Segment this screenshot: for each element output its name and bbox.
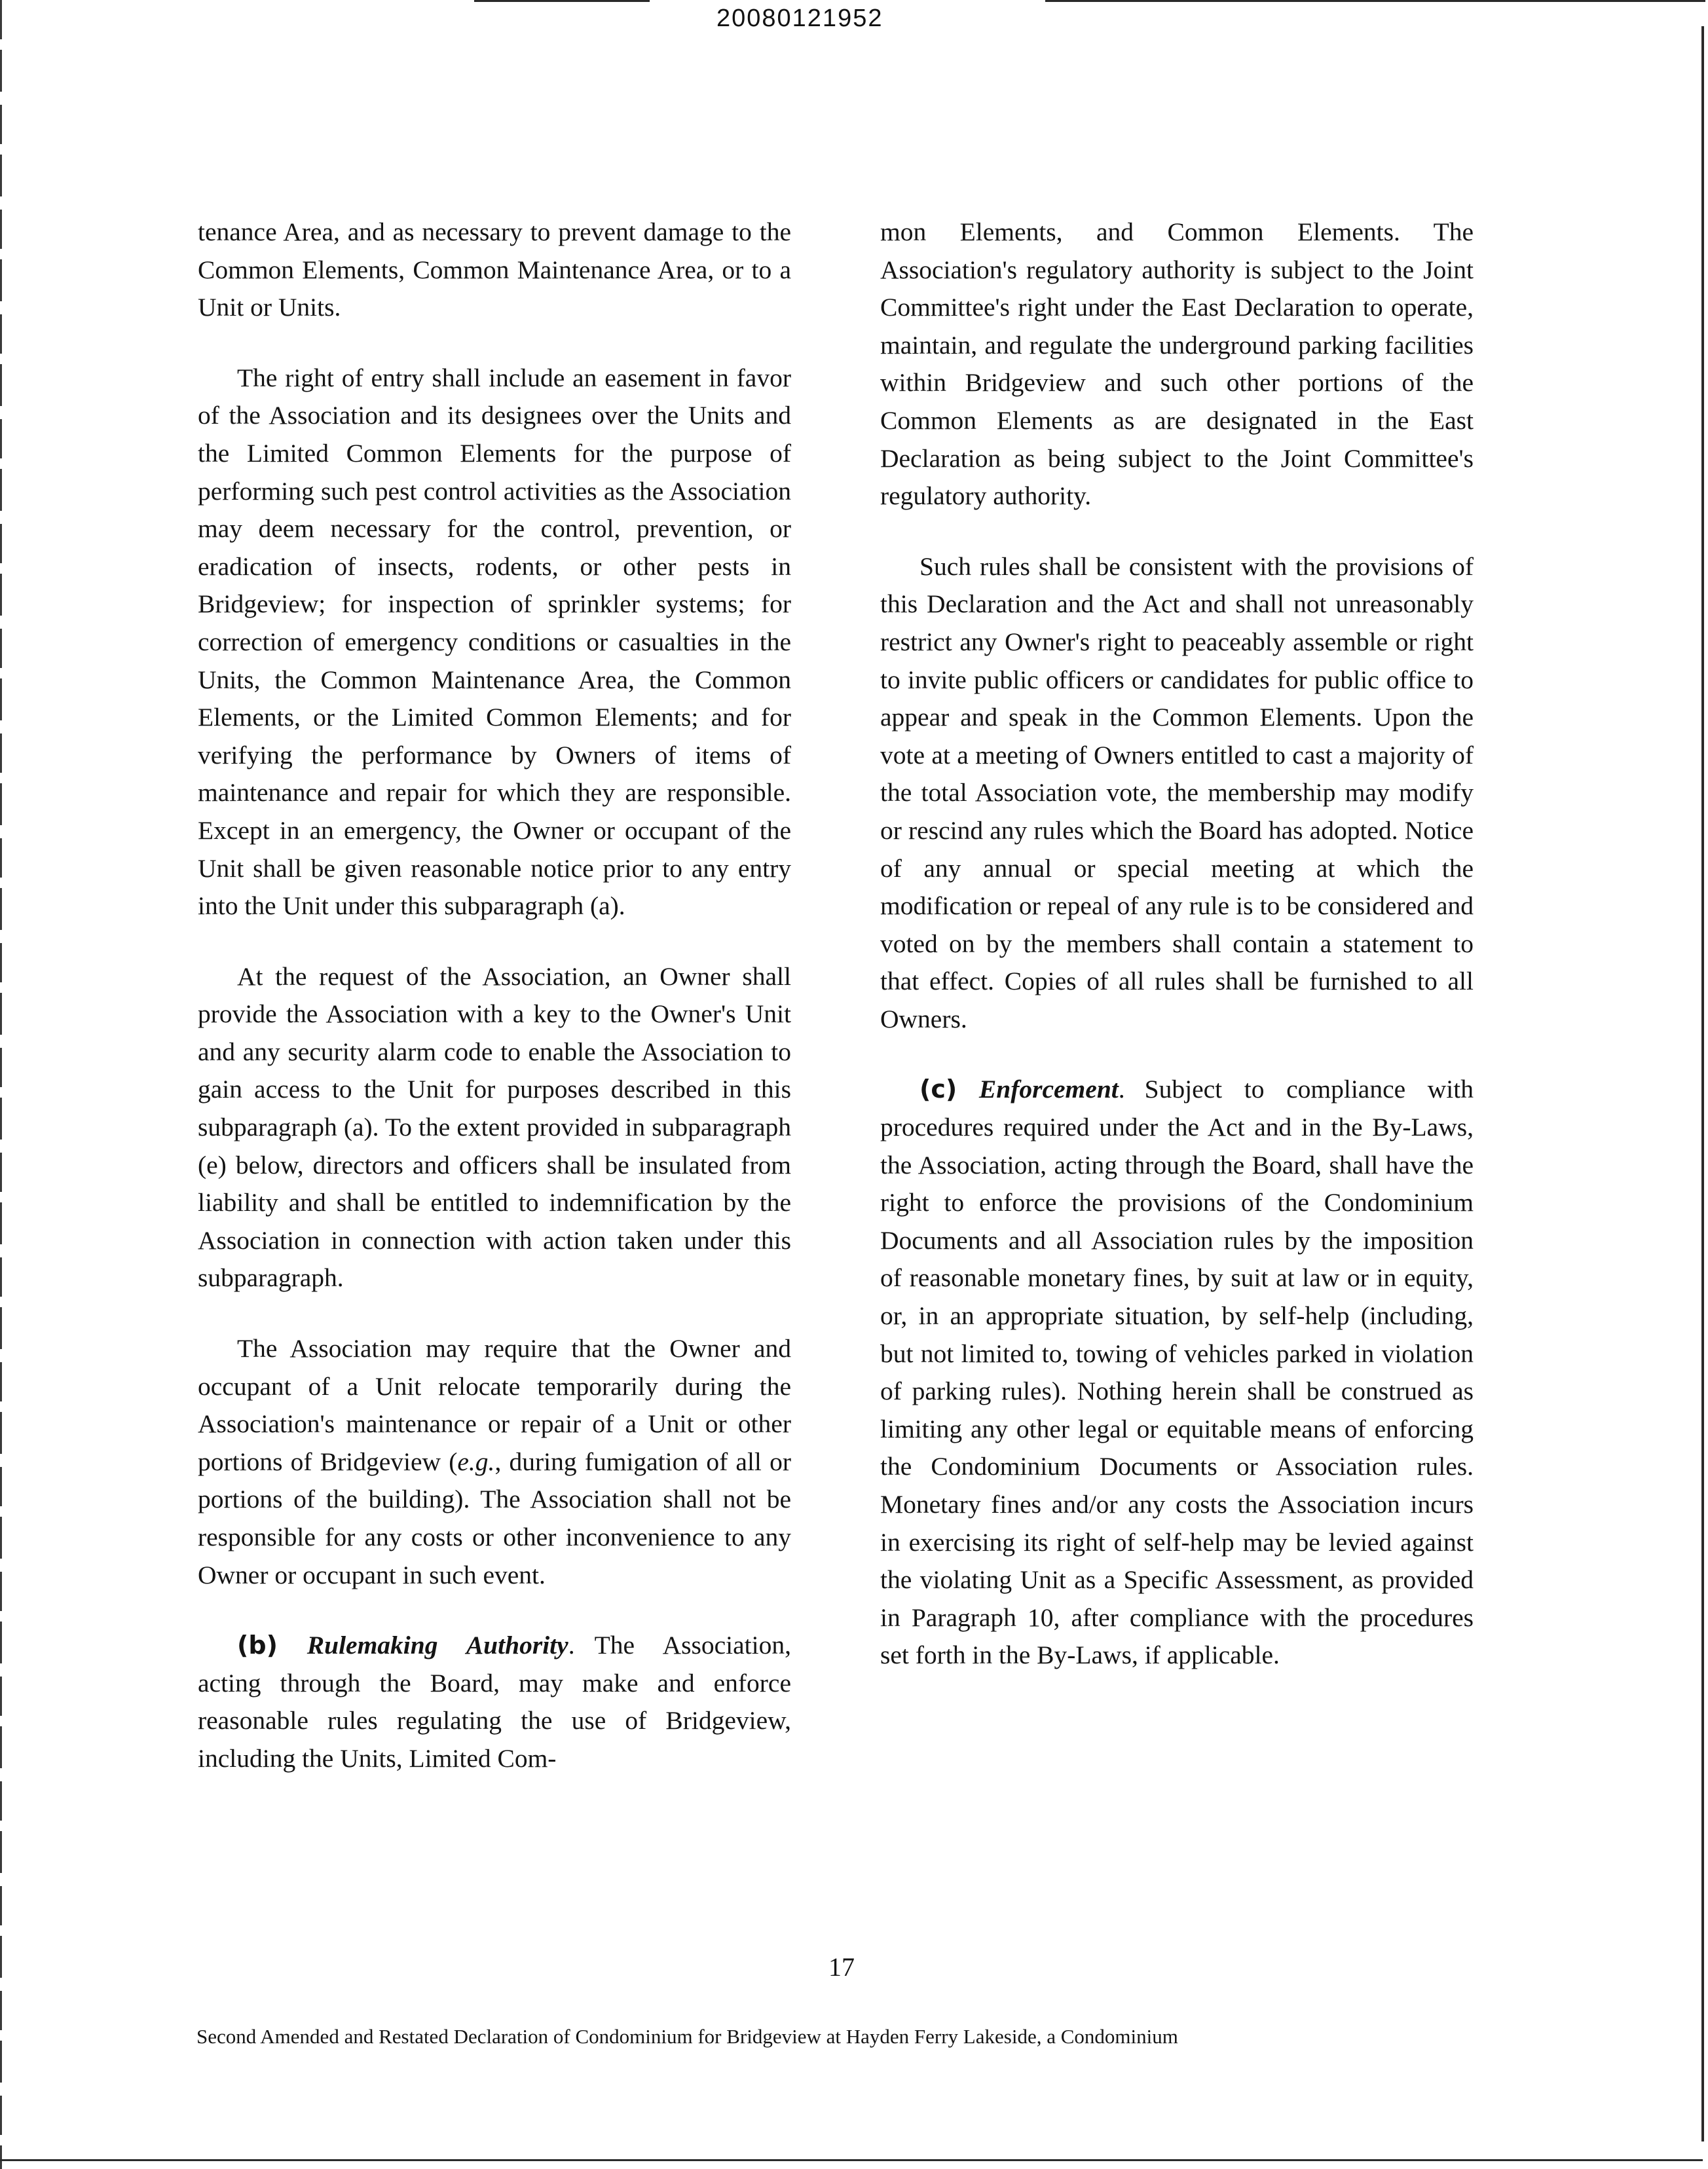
left-column — [198, 213, 791, 1778]
scan-artifact-top-rule-right — [1045, 0, 1705, 2]
scan-artifact-top-rule-left — [474, 0, 650, 2]
section-b-text: The Association, acting through the Board, may make and enforce reasonable rules regulating the use of Bridgeview, including the Units, Limited Com- — [198, 1631, 791, 1773]
relocation-text-end: , during fumigation of all or portions of the building). The Association shall not be responsible for any costs or other inconvenience to any Owner or occupant in such event. — [198, 1447, 791, 1589]
scan-artifact-right-edge — [1701, 26, 1704, 2141]
section-b-paragraph: (b) Rulemaking Authority. The Association, acting through the Board, may make and enforce reasonable rules regulating the use of Bridgeview, including the Units, Limited Com- — [198, 1631, 791, 1773]
eg-abbreviation: e.g. — [457, 1447, 495, 1476]
owner-key-paragraph: At the request of the Association, an Owner shall provide the Association with a key to the Owner's Unit and any security alarm code to enable the Association to gain access to the Unit for purposes described in this subparagraph (a). To the extent provided in subparagraph (e) below, directors and officers shall be insulated from liability and shall be entitled to indemnification by the Association in connection with action taken under this subparagraph. — [198, 961, 791, 1293]
section-b-title: Rulemaking Authority — [306, 1631, 568, 1660]
right-column — [880, 213, 1474, 1675]
relocation-text-start: The Association may require that the Owner and occupant of a Unit relocate temporarily during the Association's maintenance or repair of a Unit or other portions of Bridgeview ( — [198, 1334, 791, 1476]
left-paragraph-continuation: tenance Area, and as necessary to prevent damage to the Common Elements, Common Maintenance Area, or to a Unit or Units. — [198, 217, 791, 322]
section-c-paragraph: (c) Enforcement. Subject to compliance with procedures required under the Act and in the By-Laws, the Association, acting through the Board, shall have the right to enforce the provisions of the Condominium Documents and all Association rules by the imposition of reasonable monetary fines, by suit at law or in equity, or, in an appropriate situation, by self-help (including, but not limited to, towing of vehicles parked in violation of parking rules). Nothing herein shall be construed as limiting any other legal or equitable means of enforcing the Condominium Documents or Association rules. Monetary fines and/or any costs the Association incurs in exercising its right of self-help may be levied against the violating Unit as a Specific Assessment, as provided in Paragraph 10, after compliance with the procedures set forth in the By-Laws, if applicable. — [880, 1075, 1474, 1670]
scan-artifact-bottom-edge — [0, 2159, 1703, 2161]
section-c-label: (c) — [919, 1075, 957, 1104]
section-b-label: (b) — [237, 1631, 278, 1660]
section-c-title: Enforcement — [978, 1075, 1119, 1104]
right-paragraph-continuation: mon Elements, and Common Elements. The Association's regulatory authority is subject to the Joint Committee's right under the East Declaration to operate, maintain, and regulate the underground parking facilities within Bridgeview and such other portions of the Common Elements as are designated in the East Declaration as being subject to the Joint Committee's regulatory authority. — [880, 217, 1474, 511]
page-number: 17 — [828, 1952, 855, 1982]
right-of-entry-paragraph: The right of entry shall include an easement in favor of the Association and its designees over the Units and the Limited Common Elements for the purpose of performing such pest control activities as the Association may deem necessary for the control, prevention, or eradication of insects, rodents, or other pests in Bridgeview; for inspection of sprinkler systems; for correction of emergency conditions or casualties in the Units, the Common Maintenance Area, the Common Elements, or the Limited Common Elements; and for verifying the performance by Owners of items of maintenance and repair for which they are responsible. Except in an emergency, the Owner or occupant of the Unit shall be given reasonable notice prior to any entry into the Unit under this subparagraph (a). — [198, 363, 791, 921]
section-c-text: Subject to compliance with procedures required under the Act and in the By-Laws, the Association, acting through the Board, shall have the right to enforce the provisions of the Condominium Documents and all Association rules by the imposition of reasonable monetary fines, by suit at law or in equity, or, in an appropriate situation, by self-help (including, but not limited to, towing of vehicles parked in violation of parking rules). Nothing herein shall be construed as limiting any other legal or equitable means of enforcing the Condominium Documents or Association rules. Monetary fines and/or any costs the Association incurs in exercising its right of self-help may be levied against the violating Unit as a Specific Assessment, as provided in Paragraph 10, after compliance with the procedures set forth in the By-Laws, if applicable. — [880, 1075, 1474, 1670]
recording-number: 20080121952 — [716, 5, 883, 32]
document-footer: Second Amended and Restated Declaration of Condominium for Bridgeview at Hayden Ferry Lakeside, a Condominium — [196, 2025, 1178, 2048]
scan-artifact-left-edge — [0, 0, 2, 2169]
rules-consistency-paragraph: Such rules shall be consistent with the provisions of this Declaration and the Act and shall not unreasonably restrict any Owner's right to peaceably assemble or right to invite public officers or candidates for public office to appear and speak in the Common Elements. Upon the vote at a meeting of Owners entitled to cast a majority of the total Association vote, the membership may modify or rescind any rules which the Board has adopted. Notice of any annual or special meeting at which the modification or repeal of any rule is to be considered and voted on by the members shall contain a statement to that effect. Copies of all rules shall be furnished to all Owners. — [880, 551, 1474, 1033]
relocation-paragraph — [198, 1330, 791, 1594]
